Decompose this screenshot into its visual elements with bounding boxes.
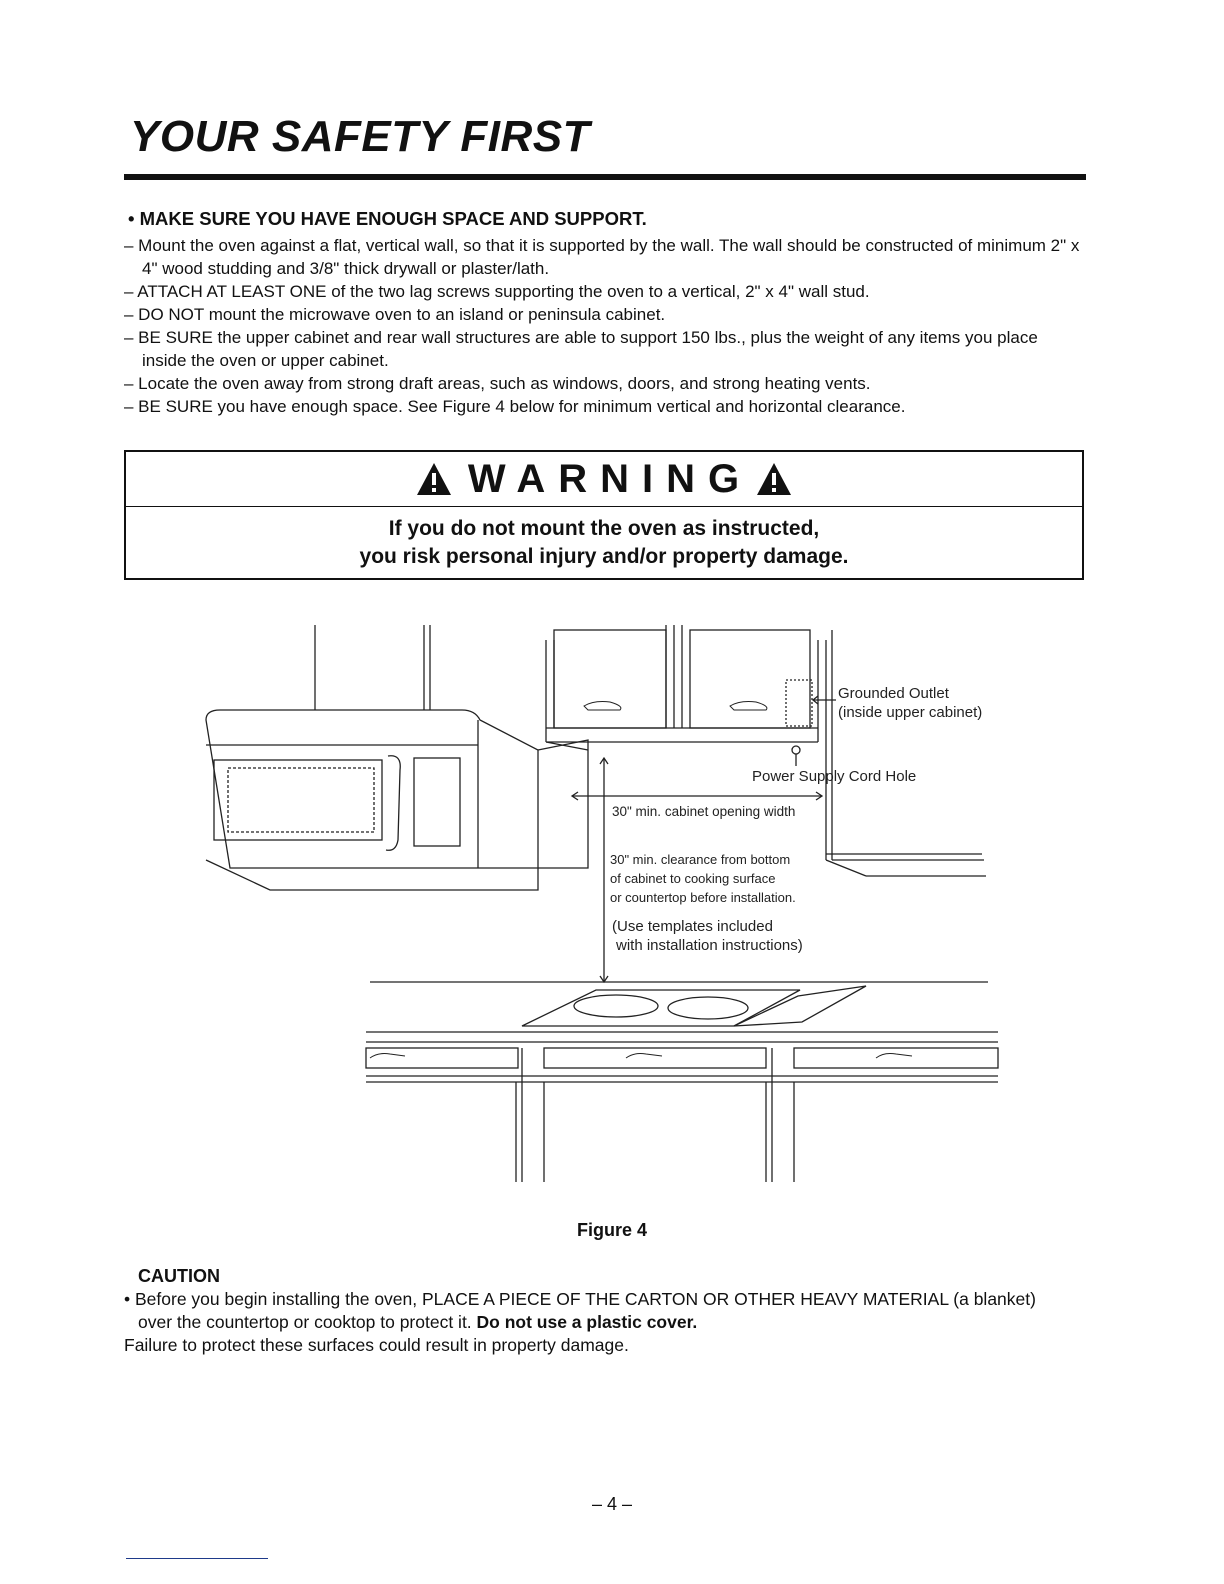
page-number: – 4 – bbox=[591, 1494, 633, 1514]
outlet-label: (inside upper cabinet) bbox=[838, 704, 983, 721]
upper-cabinet bbox=[546, 625, 986, 876]
warning-box bbox=[124, 450, 1084, 580]
warning-triangle-icon bbox=[416, 462, 452, 496]
warning-message bbox=[126, 507, 1082, 571]
list-item: – Mount the oven against a flat, vertical wall, so that it is supported by the wall. The wall should be constructed of minimum 2" x 4" wood studding and 3/8" thick drywall or plaster/lath. bbox=[124, 236, 1080, 278]
lower-cabinet bbox=[366, 1048, 998, 1182]
caution-body: • Before you begin installing the oven, PLACE A PIECE OF THE CARTON OR OTHER HEAVY MATERIAL (a blanket) over the countertop or cooktop to protect it. bbox=[124, 1289, 1036, 1332]
cord-hole bbox=[792, 746, 800, 754]
templates-note: with installation instructions) bbox=[616, 937, 803, 954]
warning-title: WARNING bbox=[467, 456, 753, 501]
caution-text bbox=[124, 1288, 1038, 1357]
warning-line: If you do not mount the oven as instructed, bbox=[388, 517, 820, 540]
clearance-label: or countertop before installation. bbox=[610, 890, 796, 905]
section-heading: • MAKE SURE YOU HAVE ENOUGH SPACE AND SUPPORT. bbox=[128, 208, 647, 229]
requirements-list bbox=[124, 234, 1084, 418]
caution-consequence: Failure to protect these surfaces could result in property damage. bbox=[124, 1335, 629, 1355]
outlet-label: Grounded Outlet bbox=[838, 685, 949, 702]
cord-hole-label: Power Supply Cord Hole bbox=[752, 768, 917, 785]
footer-divider bbox=[126, 1558, 268, 1559]
clearance-label: 30" min. clearance from bottom bbox=[610, 852, 791, 867]
page-title: YOUR SAFETY FIRST bbox=[130, 112, 590, 161]
list-item: – DO NOT mount the microwave oven to an island or peninsula cabinet. bbox=[124, 305, 666, 324]
installation-figure bbox=[200, 620, 1000, 1190]
grounded-outlet bbox=[786, 680, 812, 726]
warning-header bbox=[126, 452, 1082, 507]
templates-note: (Use templates included bbox=[612, 918, 773, 935]
title-divider bbox=[124, 174, 1086, 180]
caution-emphasis: Do not use a plastic cover. bbox=[476, 1312, 698, 1332]
warning-triangle-icon bbox=[756, 462, 792, 496]
caution-heading: CAUTION bbox=[138, 1266, 220, 1286]
list-item: – BE SURE you have enough space. See Figure 4 below for minimum vertical and horizontal clearance. bbox=[124, 397, 906, 416]
installation-diagram bbox=[200, 620, 1000, 1190]
width-label: 30" min. cabinet opening width bbox=[612, 804, 796, 819]
clearance-label: of cabinet to cooking surface bbox=[610, 871, 776, 886]
figure-caption: Figure 4 bbox=[576, 1220, 647, 1240]
list-item: – BE SURE the upper cabinet and rear wall structures are able to support 150 lbs., plus the weight of any items you place inside the oven or upper cabinet. bbox=[124, 328, 1038, 370]
list-item: – ATTACH AT LEAST ONE of the two lag screws supporting the oven to a vertical, 2" x 4" wall stud. bbox=[124, 282, 870, 301]
microwave-oven bbox=[206, 710, 588, 890]
list-item: – Locate the oven away from strong draft areas, such as windows, doors, and strong heating vents. bbox=[124, 374, 871, 393]
cooktop bbox=[522, 986, 866, 1026]
warning-line: you risk personal injury and/or property damage. bbox=[359, 545, 849, 568]
